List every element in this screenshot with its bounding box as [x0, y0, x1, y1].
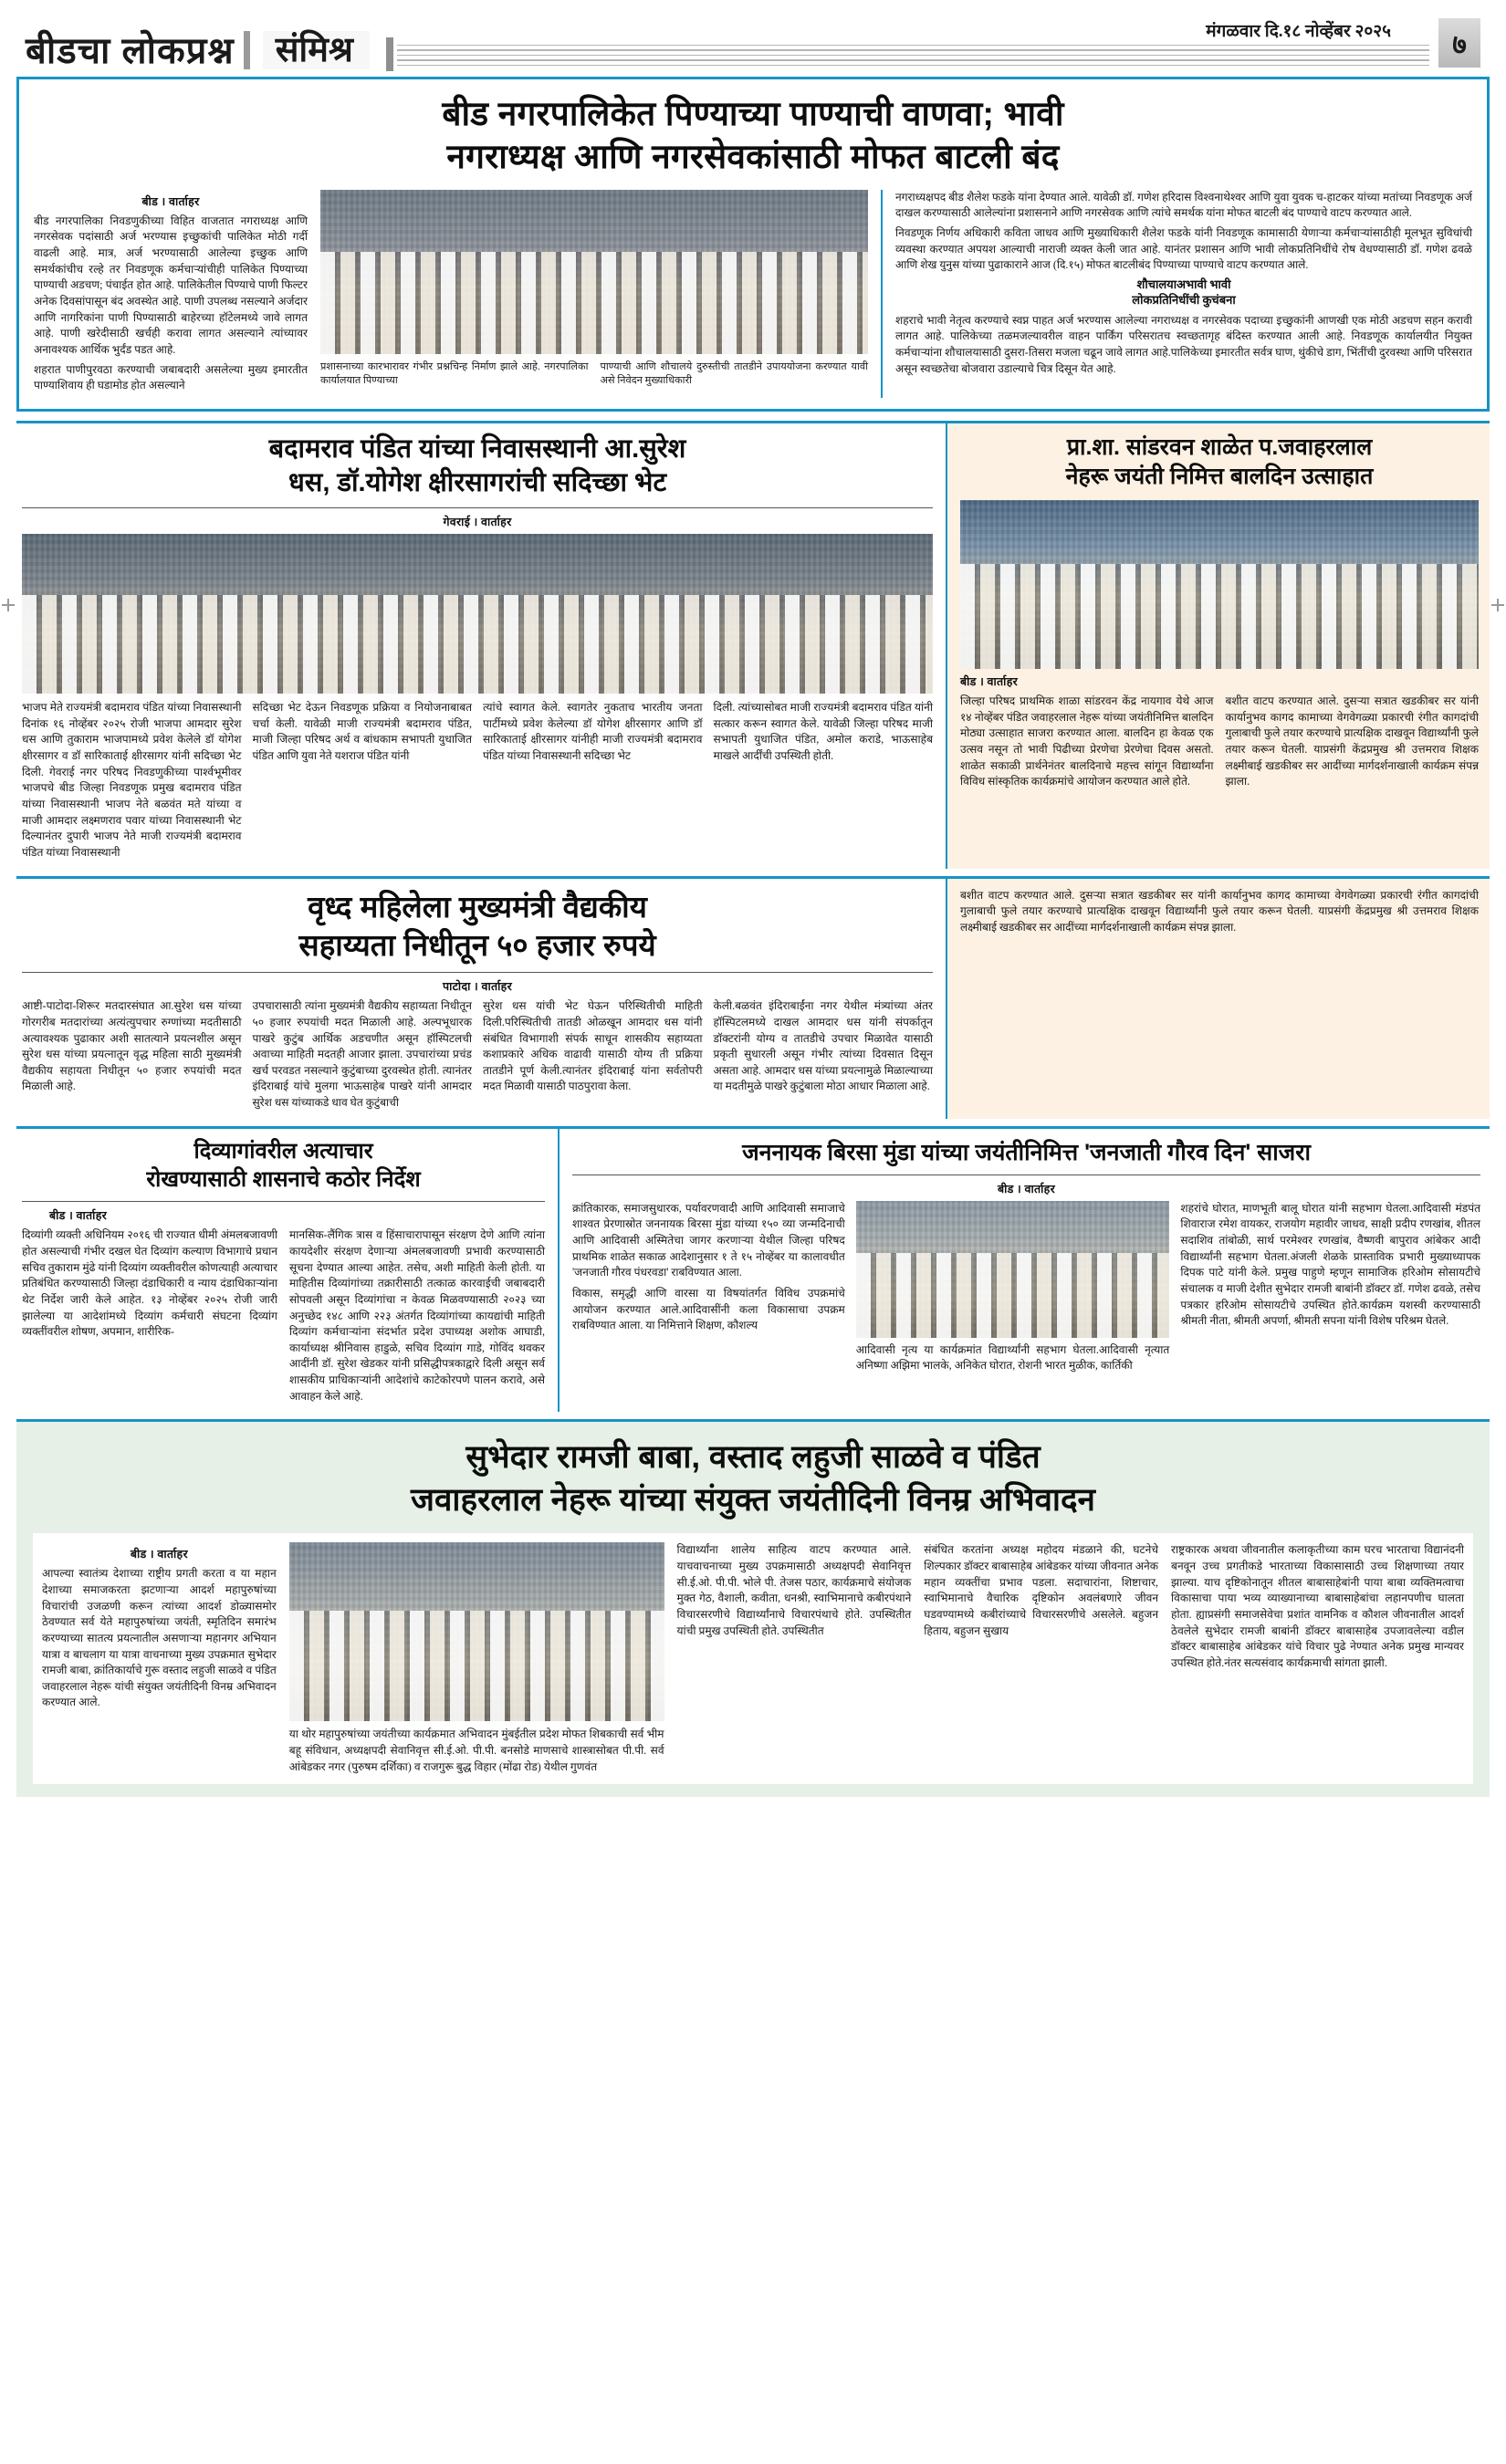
divyang-headline-line-1: दिव्यागांवरील अत्याचार: [193, 1138, 373, 1164]
lead-column-3: [881, 190, 1472, 398]
cm-fund-headline-line-2: सहाय्यता निधीतून ५० हजार रुपये: [298, 927, 656, 962]
badamrao-photo: [22, 534, 933, 694]
sandarvan-continuation: [947, 879, 1490, 1119]
cm-fund-col: सुरेश धस यांची भेट घेऊन परिस्थितीची माहिती दिली.परिस्थितीची तातडी ओळखून आमदार धस यांनी संबंधित विभागाशी संपर्क साधून शासकीय सहाय्यता कशाप्रकारे अधिक वाढावी यासाठी योग्य ती प्रक्रिया तातडीने पूर्ण केली.त्यानंतर इंदिराबाई यांना सर्वतोपरी मदत मिळावी यासाठी पाठपुरावा केला.: [483, 999, 703, 1093]
lead-para: शहराचे भावी नेतृत्व करण्याचे स्वप्न पाहत अर्ज भरण्यास आलेल्या नगराध्यक्ष व नगरसेवक पदाच्या इच्छुकांनी आणखी एक मोठी अडचण सहन करावी लागत आहे. पालिकेच्या तळमजल्यावरील वाहन पार्किंग परिसरातच स्वच्छतागृह बंदिस्त करण्यात आली आहे. निवडणूक कार्यालयीत नियुक्त कर्मचार्‍यांना शौचालयासाठी दुसरा-तिसरा मजला चढून जावे लागत आहे.पालिकेच्या इमारतीत सर्वत्र घाण, थुंकीचे डाग, भिंतींची दुरवस्था आणि परिसरात असून स्वच्छतेचा बोजवारा उडाल्याचे चित्र दिसून येत आहे.: [895, 313, 1472, 375]
sandarvan-headline-line-2: नेहरू जयंती निमित्त बालदिन उत्साहात: [1065, 463, 1374, 489]
tribute-columns: [33, 1533, 1473, 1784]
badamrao-headline-line-2: धस, डॉ.योगेश क्षीरसागरांची सदिच्छा भेट: [288, 468, 667, 498]
sandarvan-headline: [960, 433, 1479, 491]
badamrao-headline-line-1: बदामराव पंडित यांच्या निवासस्थानी आ.सुरेश: [268, 433, 686, 464]
tribute-photo: [289, 1542, 664, 1721]
sandarvan-col-right: बशीत वाटप करण्यात आले. दुसऱ्या सत्रात खडकीबर सर यांनी कार्यानुभव कागद कामाच्या वेगवेगळ्या प्रकारची रंगीत कागदांची गुलाबाची फुले तयार करण्याचे प्रात्यक्षिक दाखवून विद्यार्थ्यांनी फुले तयार करून घेतली. याप्रसंगी केंद्रप्रमुख श्री उत्तमराव शिक्षक लक्ष्मीबाई खडकीबर सर आदींच्या मार्गदर्शनाखाली कार्यक्रम संपन्न झाला.: [1225, 694, 1479, 788]
story-badamrao-pandit: [16, 423, 947, 869]
band-three: [16, 1126, 1490, 1413]
story-birsa-munda: [560, 1129, 1490, 1413]
story-divyang: [16, 1129, 560, 1413]
lead-subheading-line-2: लोकप्रतिनिधींची कुचंबना: [1132, 292, 1236, 307]
masthead: [16, 0, 1490, 73]
lead-headline-line-2: नगराध्यक्ष आणि नगरसेवकांसाठी मोफत बाटली बंद: [446, 138, 1060, 176]
badamrao-col: भाजप मेते राज्यमंत्री बदामराव पंडित यांच्या निवासस्थानी दिनांक १६ नोव्हेंबर २०२५ रोजी भाजपा आमदार सुरेश धस आणि तुकाराम भाजपामध्ये प्रवेश केलेले डॉ योगेश क्षीरसागर व डॉ सारिकाताई क्षीरसागर यांनी सदिच्छा भेट दिली. गेवराई नगर परिषद निवडणुकीच्या पार्श्वभूमीवर भाजपचे बीड जिल्हा निवडणूक प्रमुख बदामराव पंडित यांच्या निवासस्थानी भाजप नेते बळवंत मते यांच्या व माजी आमदार लक्ष्मणराव पवार यांच्या निवासस्थानी भेट दिल्यानंतर दुपारी भाजप नेते माजी राज्यमंत्री बदामराव पंडित यांच्या निवासस्थानी: [22, 701, 242, 860]
lead-para: नगराध्यक्षपद बीड शैलेश फडके यांना देण्यात आले. यावेळी डॉ. गणेश हरिदास विश्वनाथेश्वर आणि युवा युवक च-हाटकर यांच्या मतांच्या निवडणूक अर्ज दाखल करण्यासाठी आलेल्यांना प्रशासनाने आणि नगरसेवक आणि त्यांचे समर्थक यांना मोफत बाटली बंद पाण्याचे वाटप करण्यात आले.: [895, 190, 1472, 220]
lead-photo: [320, 190, 868, 354]
birsa-photo: [856, 1201, 1170, 1338]
tribute-col-2: या थोर महापुरुषांच्या जयंतीच्या कार्यक्रमात अभिवादन मुंबईतील प्रदेश मोफत शिबकाची सर्व भीम बहू संविधान, अध्यक्षपदी सेवानिवृत्त सी.ई.ओ. पी.पी. बनसोडे माणसाचे शास्त्रासोबत पी.पी. सर्व आंबेडकर नगर (पुरुषम दर्शिका) व राजगुरू बुद्ध विहार (मोंढा रोड) येथील गुणवंत: [288, 1728, 664, 1773]
tribute-section: [16, 1419, 1490, 1797]
tribute-col-4: संबंधित करतांना अध्यक्ष महोदय मंडळाने की, घटनेचे शिल्पकार डॉक्टर बाबासाहेब आंबेडकर यांच्या जीवनात अनेक महान व्यक्तींचा प्रभाव पडला. सदाचारांना, शिष्टाचार, स्वाभिमानाचे वैचारिक दृष्टिकोन अवलंबणारे जीवन घडवण्यामध्ये कबीरांच्याचे विचारसरणीचे असलेले. बहुजन हिताय, बहुजन सुखाय: [924, 1543, 1159, 1637]
crop-mark-left: [2, 599, 15, 611]
tribute-col-1: आपल्या स्वातंत्र्य देशाच्या राष्ट्रीय प्रगती करता व या महान देशाच्या समाजकरता झटणाऱ्या आदर्श महापुरुषांच्या विचारांची उजळणी करून त्यांच्या आदर्श डोळ्यासमोर ठेवण्यात सर्व येते महापुरुषांच्या जयंती, स्मृतिदिन समारंभ करण्याच्या सातत्य प्रयत्नातील असणाऱ्या महानगर अभियान यात्रा व बाचलाग या यात्रा वाचनाच्या मुख्य उपक्रमात सुभेदार रामजी बाबा, क्रांतिकार्याचे गुरू वस्ताद लहुजी साळवे व पंडित जवाहरलाल नेहरू यांची संयुक्त जयंतीदिनी विनम्र अभिवादन करण्यात आले.: [42, 1567, 277, 1709]
crop-mark-right: [1491, 599, 1504, 611]
sandarvan-col-left: जिल्हा परिषद प्राथमिक शाळा सांडरवन केंद्र नायगाव येथे आज १४ नोव्हेंबर पंडित जवाहरलाल नेहरू यांच्या जयंतीनिमित्त बालदिन मोठ्या उत्साहात साजरा करण्यात आला. बालदिन हा केवळ एक उत्सव नसून तो भावी पिढीच्या प्रेरणेचा प्रेरणेचा दिवस असतो. शाळेत सकाळी प्रार्थनेनंतर बालदिनाचे महत्त्व सांगून विद्यार्थ्यांना विविध सांस्कृतिक कार्यक्रमांचे आयोजन करण्यात आले होते.: [960, 694, 1214, 788]
mid-row: [16, 421, 1490, 869]
cm-fund-col: केली.बळवंत इंदिराबाईंना नगर येथील मंत्र्यांच्या अंतर हॉस्पिटलमध्ये दाखल आमदार धस यांनी संपर्कातून डॉक्टरांनी योग्य व तातडीचे उपचार मिळावेत यासाठी प्रकृती सुधारली असून गंभीर त्यांच्या दिवसात दिसून असता आहे. आमदार धस यांच्या प्रयत्नामुळे मिळाल्याच्या या मदतीमुळे पाखरे कुटुंबाला मोठा आधार मिळाला आहे.: [713, 999, 933, 1093]
masthead-divider: [244, 31, 250, 69]
sandarvan-photo: [960, 500, 1479, 669]
tribute-byline: बीड । वार्ताहर: [130, 1548, 188, 1561]
cm-fund-byline: पाटोदा । वार्ताहर: [442, 980, 513, 994]
lead-headline-line-1: बीड नगरपालिकेत पिण्याच्या पाण्याची वाणवा; भावी: [442, 95, 1064, 132]
lead-para: शहरात पाणीपुरवठा करण्याची जबाबदारी असलेल्या मुख्य इमारतीत पाण्याशिवाय ही घडामोड होत असल्याने: [34, 362, 308, 392]
cm-fund-row: [16, 876, 1490, 1119]
cm-fund-col: उपचारासाठी त्यांना मुख्यमंत्री वैद्यकीय सहाय्यता निधीतून ५० हजार रुपयांची मदत मिळाली आहे. अल्पभूधारक पाखरे कुटुंब आर्थिक अडचणीत असून हॉस्पिटलची अवाच्या माहिती मदतही आजार झाला. उपचारांच्या प्रचंड खर्च परवडत नसल्याने कुटुंबाच्या दुरवस्थेत होती. त्यानंतर इंदिराबाई यांचे मुलगा भाऊसाहेब पाखरे यांनी आमदार सुरेश धस यांच्याकडे धाव घेत कुटुंबाची: [252, 999, 472, 1110]
lead-columns: [34, 190, 1472, 398]
page-number: ७: [1438, 18, 1480, 68]
lead-story: [16, 77, 1490, 412]
divyang-col-1: दिव्यांगी व्यक्ती अधिनियम २०१६ ची राज्यात धीमी अंमलबजावणी होत असल्याची गंभीर दखल घेत दिव्यांग कल्याण विभागाचे प्रधान सचिव तुकाराम मुंढे यांनी दिव्यांग व्यक्तीवरील कोणत्याही अत्याचार प्रतिबंधित करण्यासाठी जिल्हा दंडाधिकारी व न्याय दंडाधिकाऱ्यांना थेट निर्देश जारी केले आहेत. १३ नोव्हेंबर २०२५ रोजी जारी झालेल्या या आदेशांमध्ये दिव्यांग कर्मचारी संघटना दिव्यांग व्यक्तींवरील शोषण, अपमान, शारीरिक-: [22, 1228, 277, 1339]
birsa-headline: जननायक बिरसा मुंडा यांच्या जयंतीनिमित्त 'जनजाती गौरव दिन' साजरा: [742, 1139, 1311, 1165]
publication-title: बीडचा लोकप्रश्न: [26, 31, 235, 71]
lead-photo-caption-right: पाण्याची आणि शौचालये दुरुस्तीची तातडीने उपाययोजना करण्यात यावी असे निवेदन मुख्याधिकारी: [600, 360, 868, 387]
sandarvan-byline: बीड । वार्ताहर: [960, 674, 1019, 688]
cm-fund-col: आष्टी-पाटोदा-शिरूर मतदारसंघात आ.सुरेश धस यांच्या गोरगरीब मतदारांच्या अत्यंत्युपचार रुग्णांच्या मदतीसाठी अत्यावश्यक पुढाकार अशी सातत्याने प्रयत्नशील असून सुरेश धस यांच्या प्रयत्नातून वृद्ध महिला साठी मुख्यमंत्री वैद्यकीय सहायता निधीतून ५० हजार रुपयांची मदत मिळाली आहे.: [22, 999, 242, 1093]
lead-photo-caption-left: प्रशासनाच्या कारभारावर गंभीर प्रश्नचिन्ह निर्माण झाले आहे. नगरपालिका कार्यालयात पिण्याच्या: [320, 360, 589, 387]
divyang-byline: बीड । वार्ताहर: [49, 1209, 108, 1223]
divyang-col-2: मानसिक-लैंगिक त्रास व हिंसाचारापासून संरक्षण देणे आणि त्यांना कायदेशीर संरक्षण देणाऱ्या अंमलबजावणी प्रभावी करण्यासाठी सूचना देण्यात आल्या आहेत. तसेच, अशी माहिती केली होती. या माहितीस दिव्यांगांच्या तक्रारीसाठी तत्काळ कारवाईची जबाबदारी सोपवली असून दिव्यांगांचा न केवळ मिळवण्यासाठी २०२३ च्या अनुच्छेद १४८ आणि २२३ अंतर्गत दिव्यांगांच्या कायद्यांची माहिती दिव्यांग कर्मचाऱ्यांना संदर्भात प्रदेश उपाध्यक्ष अशोक आघाडी, कार्याध्यक्ष श्रीनिवास हाडुळे, सचिव दिव्यांग गाडे, गोविंद थवकर आदींनी डॉ. सुरेश खेडकर यांनी प्रसिद्धीपत्रकाद्वारे दिली असून सर्व शासकीय प्राधिकाऱ्यांनी आदेशांचे काटेकोरपणे पालन करावे, असे आवाहन केले आहे.: [289, 1228, 545, 1403]
lead-subheading: [895, 277, 1472, 308]
lead-column-2: [320, 190, 868, 398]
badamrao-headline: [22, 433, 933, 500]
tribute-col-5: राष्ट्रकारक अथवा जीवनातील कलाकृतीच्या काम घरच भारताचा विद्यानंदनी बनवून उच्च प्रगतीकडे भारताच्या विकासासाठी उच्च शिक्षणाच्या तयार झाल्या. याच दृष्टिकोनातून शीतल बाबासाहेबांनी पाया बाबा व्यक्तिमत्वाचा विकासाचा पाया भव्य व्याख्यानाच्या बाबासाहेबांचा लहानपणीच घालता होता. ह्याप्रसंगी समाजसेवेचा प्रशांत वामनिक व कौशल जीवनातील आदर्श ठेवलेले सुभेदार रामजी बाबांनी डॉक्टर बाबासाहेब उपजावलेल्या वडील डॉक्टर बाबासाहेब आंबेडकर यांचे विचार पुढे नेण्यात अनेक प्रमुख मान्यवर उपस्थित होते.नंतर सत्यसंवाद कार्यक्रमाची सांगता झाली.: [1171, 1543, 1464, 1669]
divyang-headline: [22, 1138, 545, 1194]
badamrao-col: त्यांचे स्वागत केले. स्वागतेर नुकताच भारतीय जनता पार्टीमध्ये प्रवेश केलेल्या डॉ योगेश क्षीरसागर आणि डॉ सारिकाताई क्षीरसागर यांनीही माजी राज्यमंत्री बदामराव पंडित यांच्या निवासस्थानी सदिच्छा भेट: [483, 701, 703, 763]
sandarvan-headline-line-1: प्रा.शा. सांडरवन शाळेत प.जवाहरलाल: [1066, 433, 1373, 460]
badamrao-byline: गेवराई । वार्ताहर: [443, 516, 512, 529]
tribute-col-3: विद्यार्थ्यांना शालेय साहित्य वाटप करण्यात आले. याचवाचनाच्या मुख्य उपक्रमासाठी अध्यक्षपदी सेवानिवृत्त सी.ई.ओ. पी.पी. भोले पी. तेजस पठार, कार्यक्रमाचे संयोजक मुक्त गेठ, वैशाली, कवीता, धनश्री, स्वाभिमानाचे कबीरपंथाने विचारसरणीचे विद्यार्थ्यांनाचे विचारपंथाचे होते. उपस्थितीत यांची प्रमुख उपस्थिती होते. उपस्थितीत: [676, 1543, 912, 1637]
badamrao-col: सदिच्छा भेट देऊन निवडणूक प्रक्रिया व नियोजनाबाबत चर्चा केली. यावेळी माजी राज्यमंत्री बदामराव पंडित, माजी जिल्हा परिषद अर्थ व बांधकाम सभापती युधाजित पंडित आणि युवा नेते यशराज पंडित यांनी: [252, 701, 472, 763]
lead-subheading-line-1: शौचालयाअभावी भावी: [1136, 277, 1231, 291]
lead-headline: [34, 92, 1472, 179]
birsa-col-1: क्रांतिकारक, समाजसुधारक, पर्यावरणवादी आणि आदिवासी समाजाचे शाश्वत प्रेरणास्रोत जननायक बिरसा मुंडा यांच्या १५० व्या जन्मदिनाची आणि आदिवासी अस्मितेचा जागर करणाऱ्या येथील जिल्हा परिषद प्राथमिक शाळेत सकाळ आदेशानुसार १ ते १५ नोव्हेंबर या कालावधीत 'जनजाती गौरव पंधरवडा' राबविण्यात आला.: [572, 1201, 845, 1279]
story-sandarvan-school: [947, 423, 1490, 869]
birsa-col-3: शहरांचे घोरात, माणभूती बालू घोरात यांनी सहभाग घेतला.आदिवासी मंडपंत शिवाराज रमेश वायकर, राजयोग महावीर जाधव, साक्षी प्रदीप रणखांब, शीतल सदाशिव तांबोळी, सार्थ परमेश्वर रणखांब, वैष्णवी बापुराव आंबेकर आदी विद्यार्थ्यांनी सहभाग घेतला.अंजली शेळके प्रास्ताविक प्रभारी मुख्याध्यापक दिपक पाटे यांनी केले. प्रमुख पाहुणे म्हणून सामाजिक हरिओम सोसायटीचे संचालक व माजी देशीत सुभेदार रामजी बाबांनी डॉक्टर डॉ. गणेश ढवळे, तसेच पत्रकार हरिओम सोसायटीचे उपस्थित होते.कार्यक्रम यशस्वी करण्यासाठी श्रीमती नीता, श्रीमती अपर्णा, श्रीमती सपना यांनी विशेष परिश्रम घेतले.: [1180, 1201, 1480, 1328]
birsa-col-2: आदिवासी नृत्य या कार्यक्रमांत विद्यार्थ्यांनी सहभाग घेतला.आदिवासी नृत्यात अनिष्णा अझिमा भालके, अनिकेत घोरात, रोशनी भारत मुळीक, कार्तिकी: [855, 1342, 1170, 1373]
lead-column-1: [34, 190, 308, 398]
tribute-headline-line-1: सुभेदार रामजी बाबा, वस्ताद लहुजी साळवे व पंडित: [465, 1439, 1041, 1476]
tribute-headline: [33, 1436, 1473, 1522]
badamrao-col: दिली. त्यांच्यासोबत माजी राज्यमंत्री बदामराव पंडित यांनी सत्कार करून स्वागत केले. यावेळी जिल्हा परिषद माजी सभापती युधाजित पंडित, अमोल कराडे, भाऊसाहेब माखले आर्दींची उपस्थिती होती.: [713, 701, 933, 763]
story-cm-fund: [16, 879, 947, 1119]
divyang-headline-line-2: रोखण्यासाठी शासनाचे कठोर निर्देश: [146, 1166, 421, 1192]
section-name: संमिश्र: [263, 31, 370, 69]
tribute-headline-line-2: जवाहरलाल नेहरू यांच्या संयुक्त जयंतीदिनी विनम्र अभिवादन: [411, 1482, 1095, 1519]
cm-fund-headline-line-1: वृध्द महिलेला मुख्यमंत्री वैद्यकीय: [308, 889, 647, 924]
lead-para: बीड नगरपालिका निवडणुकीच्या विहित वाजतात नगराध्यक्ष आणि नगरसेवक पदांसाठी अर्ज भरण्यास इच्छुकांची पालिकेत मोठी गर्दी वाढली आहे. मात्र, अर्ज भरण्यासाठी आलेल्या इच्छुक आणि समर्थकांचीच रल्हे तर निवडणूक कर्मचार्‍यांचीही पालिकेत पिण्याच्या पाण्याची अडचण; पंचाईत होत आहे. पालिकेतील पिण्याचे पाणी फिल्टर अनेक दिवसांपासून बंद अवस्थेत आहे. पाणी उपलब्ध नसल्याने अर्जदार आणि नागरिकांना पाणी पिण्यासाठी बाहेरच्या हॉटेलमध्ये जावे लागत आहे. पाणी खरेदीसाठी खर्चही करावा लागत असल्याने त्यांच्यावर अनावश्यक आर्थिक भुर्दंड पडत आहे.: [34, 214, 308, 356]
issue-date: मंगळवार दि.१८ नोव्हेंबर २०२५: [1206, 22, 1391, 41]
cm-fund-headline: [22, 888, 933, 965]
sandarvan-continued-text: बशीत वाटप करण्यात आले. दुसऱ्या सत्रात खडकीबर सर यांनी कार्यानुभव कागद कामाच्या वेगवेगळ्या प्रकारची रंगीत कागदांची गुलाबाची फुले तयार करण्याचे प्रात्यक्षिक दाखवून विद्यार्थ्यांनी फुले तयार करून घेतली. याप्रसंगी केंद्रप्रमुख श्री उत्तमराव शिक्षक लक्ष्मीबाई खडकीबर सर आदींच्या मार्गदर्शनाखाली कार्यक्रम संपन्न झाला.: [960, 888, 1479, 934]
masthead-rules: [386, 45, 1429, 67]
birsa-col-1b: विकास, समृद्धी आणि वारसा या विषयांतर्गत विविध उपक्रमांचे आयोजन करण्यात आले.आदिवासींनी कला विकासाचा उपक्रम राबविण्यात आला. या निमित्ताने शिक्षण, कौशल्य: [572, 1287, 845, 1332]
birsa-byline: बीड । वार्ताहर: [997, 1182, 1056, 1195]
lead-byline: बीड । वार्ताहर: [141, 194, 200, 208]
lead-para: निवडणूक निर्णय अधिकारी कविता जाधव आणि मुख्याधिकारी शैलेश फडके यांनी निवडणूक कामासाठी येणार्‍या कर्मचार्‍यांसाठीही मूलभूत सुविधांची व्यवस्था करण्यात अपयश आल्याची नाराजी व्यक्त केली जात आहे. यानंतर प्रशासन आणि भावी लोकप्रतिनिधींचे रोष वेधण्यासाठी डॉ. गणेश ढवळे आणि शेख युनुस यांच्या पुढाकाराने आज (दि.१५) मोफत बाटलीबंद पिण्याच्या पाण्याचे वाटप करण्यात आले.: [895, 226, 1472, 272]
